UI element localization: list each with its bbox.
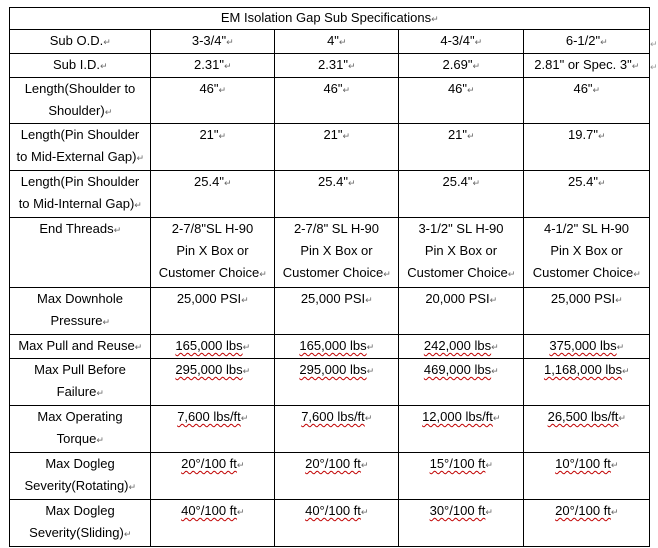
paragraph-mark-icon: ↵	[102, 317, 111, 327]
spec-value-cell	[399, 78, 524, 124]
paragraph-mark-icon: ↵	[610, 507, 619, 517]
cell-text: to Mid-External Gap)	[16, 149, 137, 164]
cell-text: Pin X Box or	[176, 243, 249, 258]
paragraph-mark-icon: ↵	[136, 153, 145, 163]
cell-text: Shoulder)	[48, 103, 105, 118]
cell-line	[401, 406, 521, 429]
paragraph-mark-icon: ↵	[633, 269, 641, 279]
cell-text: 12,000 lbs/ft	[422, 409, 493, 424]
spec-value-cell	[151, 453, 275, 500]
paragraph-mark-icon: ↵	[104, 107, 113, 117]
paragraph-mark-icon: ↵	[347, 61, 356, 71]
spec-label-cell	[10, 124, 151, 171]
cell-text: Pin X Box or	[550, 243, 623, 258]
cell-line	[12, 310, 148, 333]
cell-text: 165,000 lbs	[299, 338, 367, 353]
cell-line	[12, 78, 148, 100]
cell-text: 2-7/8" SL H-90	[293, 221, 380, 236]
paragraph-mark-icon: ↵	[96, 435, 104, 445]
cell-text: 46"	[573, 81, 593, 96]
paragraph-mark-icon: ↵	[223, 178, 232, 188]
cell-line	[12, 500, 148, 522]
cell-text: 4-1/2" SL H-90	[543, 221, 630, 236]
cell-text: 1,168,000 lbs	[543, 362, 623, 377]
cell-line	[12, 428, 148, 451]
paragraph-mark-icon: ↵	[489, 295, 498, 305]
cell-line	[277, 359, 396, 382]
cell-line	[526, 453, 647, 476]
cell-text: Length(Pin Shoulder	[20, 127, 140, 142]
spec-value-cell	[275, 288, 399, 335]
spec-value-cell	[275, 453, 399, 500]
paragraph-mark-icon: ↵	[360, 460, 369, 470]
cell-line	[401, 500, 521, 523]
cell-line	[12, 335, 148, 358]
paragraph-mark-icon: ↵	[383, 269, 391, 279]
cell-text: Torque	[56, 431, 97, 446]
paragraph-mark-icon: ↵	[491, 366, 499, 376]
spec-value-cell	[275, 78, 399, 124]
cell-text: 25,000 PSI	[550, 291, 616, 306]
spec-row	[10, 288, 650, 335]
spec-value-cell	[151, 30, 275, 54]
paragraph-mark-icon: ↵	[472, 61, 480, 71]
cell-line	[277, 124, 396, 147]
cell-line	[401, 30, 521, 53]
cell-line	[526, 30, 647, 53]
spec-label-cell	[10, 335, 151, 359]
cell-text: 6-1/2"	[565, 33, 601, 48]
paragraph-mark-icon: ↵	[123, 529, 132, 539]
paragraph-mark-icon: ↵	[631, 61, 640, 71]
cell-text: 20,000 PSI	[425, 291, 490, 306]
spec-value-cell	[524, 406, 650, 453]
spec-row	[10, 359, 650, 406]
cell-line	[153, 500, 272, 523]
cell-text: Severity(Rotating)	[24, 478, 129, 493]
spec-value-cell	[399, 406, 524, 453]
paragraph-mark-icon: ↵	[236, 460, 245, 470]
table-title: EM Isolation Gap Sub Specifications	[220, 10, 432, 25]
cell-text: 7,600 lbs/ft	[301, 409, 365, 424]
paragraph-mark-icon: ↵	[134, 342, 143, 352]
spec-label-cell	[10, 500, 151, 547]
cell-text: Customer Choice	[282, 265, 384, 280]
paragraph-mark-icon: ↵	[365, 295, 373, 305]
cell-line	[401, 359, 521, 382]
spec-value-cell	[524, 500, 650, 547]
cell-line	[526, 218, 647, 240]
cell-line	[277, 288, 396, 311]
cell-text: 40°/100 ft	[181, 503, 237, 518]
spec-label-cell	[10, 218, 151, 288]
cell-line	[12, 359, 148, 381]
spec-value-cell	[151, 54, 275, 78]
spec-label-cell	[10, 171, 151, 218]
cell-line	[153, 78, 272, 101]
cell-text: 295,000 lbs	[299, 362, 367, 377]
cell-line	[153, 218, 272, 240]
cell-text: Max Dogleg	[45, 503, 115, 518]
paragraph-mark-icon: ↵	[597, 131, 606, 141]
cell-line	[153, 171, 272, 194]
paragraph-mark-icon: ↵	[103, 37, 111, 47]
spec-value-cell	[524, 124, 650, 171]
spec-label-cell	[10, 78, 151, 124]
cell-text: 2.69"	[442, 57, 473, 72]
cell-line	[526, 359, 647, 382]
cell-line	[153, 30, 272, 53]
cell-text: 4-3/4"	[440, 33, 475, 48]
paragraph-mark-icon: ↵	[366, 342, 375, 352]
table-title-cell	[10, 8, 650, 30]
cell-text: Sub I.D.	[53, 57, 100, 72]
paragraph-mark-icon: ↵	[492, 413, 501, 423]
cell-text: 25,000 PSI	[176, 291, 242, 306]
spec-row	[10, 406, 650, 453]
cell-line	[401, 262, 521, 285]
cell-text: 21"	[199, 127, 219, 142]
cell-text: 25.4"	[318, 174, 348, 189]
spec-value-cell	[275, 500, 399, 547]
cell-text: 375,000 lbs	[549, 338, 617, 353]
spec-value-cell	[275, 335, 399, 359]
spec-row	[10, 30, 650, 54]
spec-row	[10, 500, 650, 547]
cell-text: Length(Shoulder to	[24, 81, 136, 96]
spec-label-cell	[10, 288, 151, 335]
spec-value-cell	[399, 124, 524, 171]
spec-row	[10, 78, 650, 124]
cell-line	[526, 262, 647, 285]
cell-line	[153, 262, 272, 285]
cell-text: 25.4"	[194, 174, 224, 189]
spec-row	[10, 218, 650, 288]
cell-line	[153, 453, 272, 476]
specifications-table	[9, 7, 650, 547]
cell-line	[401, 240, 521, 262]
cell-text: 15°/100 ft	[429, 456, 486, 471]
cell-text: 26,500 lbs/ft	[547, 409, 619, 424]
spec-value-cell	[151, 406, 275, 453]
spec-value-cell	[399, 359, 524, 406]
cell-text: 469,000 lbs	[423, 362, 492, 377]
spec-value-cell	[524, 335, 650, 359]
spec-row	[10, 453, 650, 500]
paragraph-mark-icon: ↵	[128, 482, 137, 492]
cell-line	[12, 30, 148, 53]
spec-value-cell	[399, 54, 524, 78]
cell-line	[277, 335, 396, 358]
spec-value-cell	[151, 171, 275, 218]
spec-value-cell	[275, 359, 399, 406]
cell-line	[277, 453, 396, 476]
spec-row	[10, 54, 650, 78]
paragraph-mark-icon: ↵	[364, 413, 373, 423]
spec-row	[10, 124, 650, 171]
spec-value-cell	[524, 54, 650, 78]
cell-text: 2.31"	[318, 57, 348, 72]
spec-label-cell	[10, 359, 151, 406]
paragraph-mark-icon: ↵	[218, 131, 227, 141]
paragraph-mark-icon: ↵	[467, 131, 475, 141]
cell-text: 40°/100 ft	[305, 503, 361, 518]
cell-text: Length(Pin Shoulder	[20, 174, 140, 189]
paragraph-mark-icon: ↵	[342, 131, 351, 141]
spec-value-cell	[399, 453, 524, 500]
cell-text: 25.4"	[442, 174, 473, 189]
cell-text: End Threads	[39, 221, 114, 236]
cell-text: 25,000 PSI	[300, 291, 366, 306]
cell-text: 46"	[199, 81, 219, 96]
paragraph-mark-icon: ↵	[622, 366, 630, 376]
spec-value-cell	[399, 288, 524, 335]
spec-label-cell	[10, 30, 151, 54]
paragraph-mark-icon: ↵	[610, 460, 619, 470]
spec-value-cell	[524, 30, 650, 54]
cell-text: 46"	[323, 81, 343, 96]
cell-text: 295,000 lbs	[175, 362, 243, 377]
specifications-table-body	[10, 8, 650, 547]
cell-text: 3-1/2" SL H-90	[418, 221, 504, 236]
paragraph-mark-icon: ↵	[618, 413, 626, 423]
spec-value-cell	[524, 171, 650, 218]
cell-line	[401, 124, 521, 147]
cell-text: 10°/100 ft	[555, 456, 611, 471]
cell-line	[277, 262, 396, 285]
cell-text: Pressure	[50, 313, 103, 328]
cell-line	[12, 475, 148, 498]
paragraph-mark-icon: ↵	[338, 37, 347, 47]
spec-value-cell	[151, 78, 275, 124]
spec-value-cell	[399, 335, 524, 359]
cell-line	[12, 124, 148, 146]
paragraph-mark-icon: ↵	[600, 37, 608, 47]
cell-line	[153, 240, 272, 262]
spec-value-cell	[399, 171, 524, 218]
cell-text: 25.4"	[568, 174, 598, 189]
paragraph-mark-icon: ↵	[366, 366, 375, 376]
cell-text: 3-3/4"	[191, 33, 227, 48]
paragraph-mark-icon: ↵	[223, 61, 232, 71]
paragraph-mark-icon: ↵	[615, 295, 623, 305]
cell-line	[153, 288, 272, 311]
spec-label-cell	[10, 453, 151, 500]
cell-text: Max Dogleg	[45, 456, 115, 471]
cell-line	[277, 171, 396, 194]
cell-text: Severity(Sliding)	[29, 525, 124, 540]
cell-line	[153, 359, 272, 382]
cell-line	[401, 54, 521, 77]
paragraph-mark-icon: ↵	[467, 85, 475, 95]
cell-line	[526, 54, 647, 77]
spec-value-cell	[275, 54, 399, 78]
spec-value-cell	[275, 30, 399, 54]
cell-text: Max Pull and Reuse	[18, 338, 135, 353]
cell-line	[153, 335, 272, 358]
spec-value-cell	[275, 124, 399, 171]
cell-line	[401, 171, 521, 194]
cell-line	[12, 522, 148, 545]
cell-line	[12, 193, 148, 216]
spec-value-cell	[524, 453, 650, 500]
cell-text: 21"	[447, 127, 468, 142]
spec-label-cell	[10, 406, 151, 453]
paragraph-mark-icon: ↵	[597, 178, 606, 188]
spec-row	[10, 171, 650, 218]
cell-text: Customer Choice	[158, 265, 260, 280]
cell-line	[526, 335, 647, 358]
cell-text: Max Downhole	[37, 291, 123, 306]
cell-line	[401, 453, 521, 476]
cell-line	[526, 240, 647, 262]
paragraph-mark-icon: ↵	[242, 366, 251, 376]
cell-line	[401, 335, 521, 358]
cell-text: 21"	[323, 127, 343, 142]
cell-line	[12, 100, 148, 123]
spec-value-cell	[151, 218, 275, 288]
row-end-mark-icon: ↵	[650, 62, 658, 72]
paragraph-mark-icon: ↵	[113, 225, 122, 235]
cell-line	[12, 218, 148, 241]
cell-text: 20°/100 ft	[305, 456, 361, 471]
cell-text: 165,000 lbs	[175, 338, 243, 353]
cell-line	[12, 381, 148, 404]
cell-text: 7,600 lbs/ft	[177, 409, 241, 424]
cell-text: Customer Choice	[407, 265, 508, 280]
paragraph-mark-icon: ↵	[485, 507, 493, 517]
paragraph-mark-icon: ↵	[431, 14, 439, 24]
spec-value-cell	[151, 124, 275, 171]
paragraph-mark-icon: ↵	[342, 85, 351, 95]
cell-line	[526, 406, 647, 429]
cell-line	[526, 500, 647, 523]
spec-label-cell	[10, 54, 151, 78]
cell-line	[277, 500, 396, 523]
paragraph-mark-icon: ↵	[616, 342, 625, 352]
cell-line	[277, 406, 396, 429]
paragraph-mark-icon: ↵	[218, 85, 227, 95]
cell-line	[401, 218, 521, 240]
cell-text: 46"	[447, 81, 468, 96]
cell-text: Customer Choice	[532, 265, 634, 280]
cell-line	[526, 124, 647, 147]
paragraph-mark-icon: ↵	[259, 269, 267, 279]
title-row	[10, 8, 650, 30]
cell-text: 242,000 lbs	[423, 338, 492, 353]
spec-value-cell	[151, 288, 275, 335]
cell-line	[277, 218, 396, 240]
spec-value-cell	[524, 359, 650, 406]
cell-line	[277, 240, 396, 262]
cell-line	[12, 54, 148, 77]
spec-value-cell	[524, 218, 650, 288]
paragraph-mark-icon: ↵	[474, 37, 483, 47]
cell-text: Sub O.D.	[49, 33, 104, 48]
spec-value-cell	[399, 500, 524, 547]
paragraph-mark-icon: ↵	[236, 507, 245, 517]
spec-value-cell	[275, 218, 399, 288]
cell-line	[526, 78, 647, 101]
cell-line	[153, 406, 272, 429]
paragraph-mark-icon: ↵	[96, 388, 104, 398]
cell-line	[401, 78, 521, 101]
spec-value-cell	[275, 406, 399, 453]
cell-text: 30°/100 ft	[429, 503, 486, 518]
paragraph-mark-icon: ↵	[241, 295, 249, 305]
paragraph-mark-icon: ↵	[134, 200, 142, 210]
cell-text: to Mid-Internal Gap)	[18, 196, 135, 211]
cell-text: Max Operating	[37, 409, 123, 424]
cell-text: 20°/100 ft	[555, 503, 611, 518]
spec-value-cell	[524, 78, 650, 124]
spec-value-cell	[151, 359, 275, 406]
spec-value-cell	[399, 30, 524, 54]
cell-line	[526, 288, 647, 311]
paragraph-mark-icon: ↵	[240, 413, 249, 423]
cell-text: Pin X Box or	[424, 243, 498, 258]
cell-text: Failure	[56, 384, 97, 399]
cell-line	[526, 171, 647, 194]
row-end-mark-icon: ↵	[650, 39, 658, 49]
paragraph-mark-icon: ↵	[347, 178, 356, 188]
cell-text: 2.31"	[194, 57, 224, 72]
cell-line	[12, 453, 148, 475]
paragraph-mark-icon: ↵	[242, 342, 251, 352]
spec-value-cell	[524, 288, 650, 335]
spec-value-cell	[399, 218, 524, 288]
spec-value-cell	[151, 500, 275, 547]
paragraph-mark-icon: ↵	[226, 37, 234, 47]
cell-line	[277, 30, 396, 53]
paragraph-mark-icon: ↵	[592, 85, 601, 95]
cell-line	[12, 288, 148, 310]
cell-line	[12, 146, 148, 169]
paragraph-mark-icon: ↵	[485, 460, 493, 470]
cell-text: 4"	[327, 33, 339, 48]
cell-line	[153, 124, 272, 147]
cell-text: 19.7"	[568, 127, 598, 142]
paragraph-mark-icon: ↵	[491, 342, 499, 352]
cell-line	[153, 54, 272, 77]
spec-value-cell	[275, 171, 399, 218]
cell-text: 20°/100 ft	[181, 456, 237, 471]
cell-line	[401, 288, 521, 311]
cell-line	[12, 406, 148, 428]
paragraph-mark-icon: ↵	[99, 61, 108, 71]
cell-text: Pin X Box or	[300, 243, 373, 258]
cell-text: 2-7/8"SL H-90	[171, 221, 254, 236]
paragraph-mark-icon: ↵	[360, 507, 369, 517]
paragraph-mark-icon: ↵	[472, 178, 480, 188]
paragraph-mark-icon: ↵	[507, 269, 516, 279]
cell-line	[12, 171, 148, 193]
cell-line	[277, 54, 396, 77]
spec-row	[10, 335, 650, 359]
spec-value-cell	[151, 335, 275, 359]
cell-text: 2.81" or Spec. 3"	[534, 57, 632, 72]
cell-line	[277, 78, 396, 101]
cell-text: Max Pull Before	[34, 362, 126, 377]
